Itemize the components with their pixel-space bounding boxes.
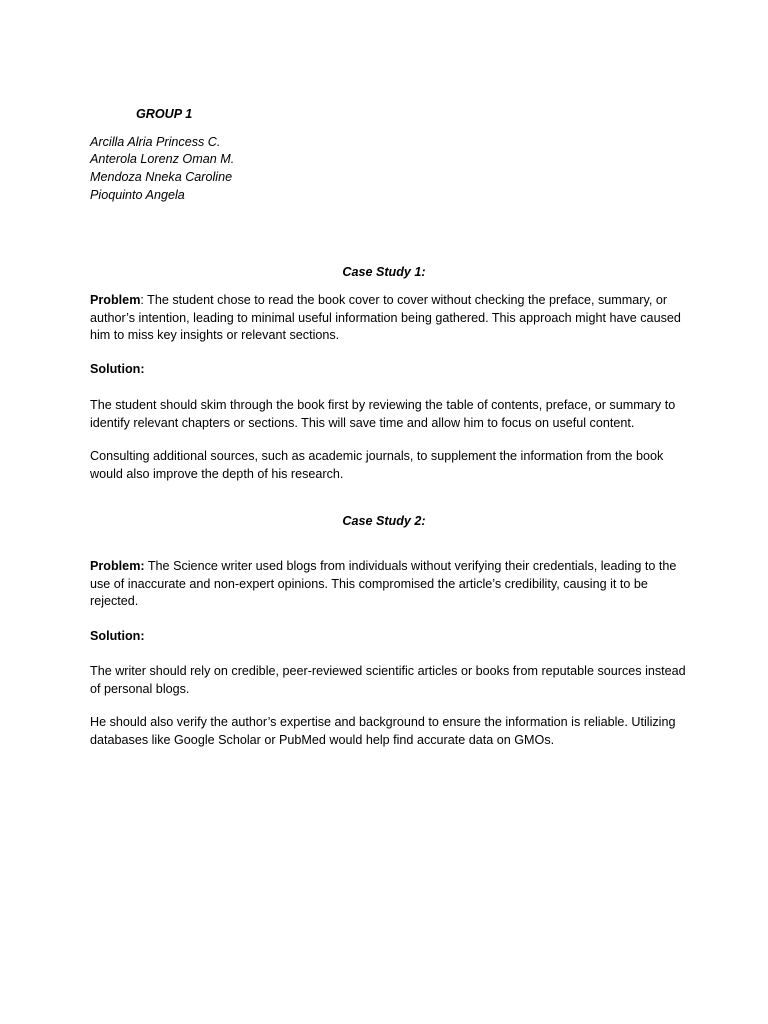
- case-study-2-solution-paragraph: The writer should rely on credible, peer-reviewed scientific articles or books from reputable sources instead of personal blogs.: [90, 664, 686, 696]
- case-study-1-solution-paragraph: The student should skim through the book first by reviewing the table of contents, preface, or summary to identify relevant chapters or sections. This will save time and allow him to focus on useful content.: [90, 398, 676, 430]
- case-study-1-solution-paragraph: Consulting additional sources, such as academic journals, to supplement the information from the book would also improve the depth of his research.: [90, 449, 664, 481]
- case-study-1-solution-label: Solution:: [90, 362, 145, 376]
- case-study-1-problem: [90, 292, 690, 345]
- member-name: Anterola Lorenz Oman M.: [90, 152, 235, 166]
- case-study-2-problem: [90, 558, 690, 611]
- case-study-1-title: Case Study 1:: [342, 265, 426, 279]
- member-name: Mendoza Nneka Caroline: [90, 170, 233, 184]
- case-study-2-solution-paragraph: He should also verify the author’s expertise and background to ensure the information is reliable. Utilizing databases like Google Scholar or PubMed would help find accurate data on GMOs.: [90, 715, 676, 747]
- case-study-2-title: Case Study 2:: [342, 514, 426, 528]
- problem-label: Problem:: [90, 559, 145, 573]
- problem-text: The Science writer used blogs from individuals without verifying their credentials, leading to the use of inaccurate and non-expert opinions. This compromised the article’s credibility, causing it to be rejected.: [90, 559, 677, 608]
- case-study-2-solution-label: Solution:: [90, 629, 145, 643]
- group-title: GROUP 1: [136, 107, 193, 121]
- problem-label: Problem: [90, 293, 141, 307]
- member-name: Pioquinto Angela: [90, 188, 185, 202]
- member-name: Arcilla Alria Princess C.: [90, 135, 221, 149]
- problem-text: : The student chose to read the book cover to cover without checking the preface, summary, or author’s intention, leading to minimal useful information being gathered. This approach might have caused him to miss key insights or relevant sections.: [90, 293, 681, 342]
